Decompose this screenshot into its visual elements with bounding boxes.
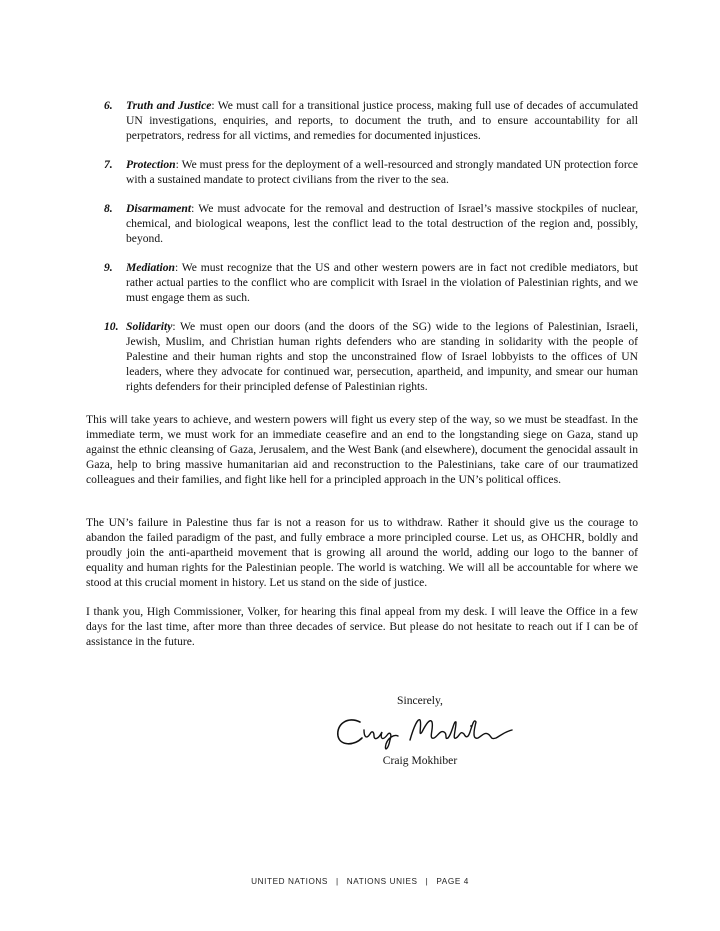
item-text: : We must advocate for the removal and destruction of Israel’s massive stockpiles of nuclear, chemical, and biological weapons, lest the conflict lead to the total destruction of the region and, possibly, beyond.	[126, 202, 638, 245]
item-heading: Mediation	[126, 261, 175, 274]
list-item	[104, 157, 638, 187]
item-number: 6.	[104, 99, 113, 112]
item-number: 7.	[104, 158, 113, 171]
body-paragraph: I thank you, High Commissioner, Volker, for hearing this final appeal from my desk. I will leave the Office in a few days for the last time, after more than three decades of service. But please do not hesitate to reach out if I can be of assistance in the future.	[86, 605, 638, 648]
item-number: 10.	[104, 320, 119, 333]
item-number: 9.	[104, 261, 113, 274]
list-item	[104, 201, 638, 246]
list-item	[104, 98, 638, 143]
handwritten-signature	[330, 710, 520, 754]
footer-org-fr: NATIONS UNIES	[346, 877, 418, 886]
list-item	[104, 319, 638, 394]
item-heading: Disarmament	[126, 202, 192, 215]
footer-separator: |	[336, 877, 339, 886]
item-heading: Protection	[126, 158, 176, 171]
item-text: : We must open our doors (and the doors of the SG) wide to the legions of Palestinian, Israeli, Jewish, Muslim, and Christian human rights defenders who are standing in solidarity with the people of Palestine and their human rights and stop the unconstrained flow of Israel lobbyists to the offices of UN leaders, where they advocate for continued war, persecution, apartheid, and impunity, and smear our human rights defenders for their principled defense of Palestinian rights.	[126, 320, 638, 393]
item-heading: Truth and Justice	[126, 99, 212, 112]
body-paragraph: The UN’s failure in Palestine thus far is not a reason for us to withdraw. Rather it should give us the courage to abandon the failed paradigm of the past, and fully embrace a more principled course. Let us, as OHCHR, boldly and proudly join the anti-apartheid movement that is growing all around the world, adding our logo to the banner of equality and human rights for the Palestinian people. The world is watching. We will all be accountable for where we stood at this crucial moment in history. Let us stand on the side of justice.	[86, 516, 638, 589]
signatory-name: Craig Mokhiber	[382, 754, 458, 767]
item-text: : We must call for a transitional justice process, making full use of decades of accumulated UN investigations, enquiries, and reports, to document the truth, and to ensure accountability for all perpetrators, redress for all victims, and remedies for documented injustices.	[126, 99, 639, 142]
closing-salutation: Sincerely,	[397, 694, 443, 707]
item-heading: Solidarity	[126, 320, 173, 333]
recommendation-list	[104, 98, 638, 408]
footer-org-en: UNITED NATIONS	[251, 877, 328, 886]
page-number: PAGE 4	[436, 877, 469, 886]
item-text: : We must recognize that the US and other western powers are in fact not credible mediators, but rather actual parties to the conflict who are complicit with Israel in the violation of Palestinian rights, and we must engage them as such.	[126, 261, 638, 304]
body-paragraph: This will take years to achieve, and western powers will fight us every step of the way, so we must be steadfast. In the immediate term, we must work for an immediate ceasefire and an end to the longstanding siege on Gaza, stand up against the ethnic cleansing of Gaza, Jerusalem, and the West Bank (and elsewhere), document the genocidal assault in Gaza, help to bring massive humanitarian aid and reconstruction to the Palestinians, take care of our traumatized colleagues and their families, and fight like hell for a principled approach in the UN’s political offices.	[86, 413, 638, 486]
item-number: 8.	[104, 202, 113, 215]
item-text: : We must press for the deployment of a well-resourced and strongly mandated UN protection force with a sustained mandate to protect civilians from the river to the sea.	[126, 158, 638, 186]
list-item	[104, 260, 638, 305]
footer-separator: |	[425, 877, 429, 886]
page-footer	[0, 877, 720, 886]
